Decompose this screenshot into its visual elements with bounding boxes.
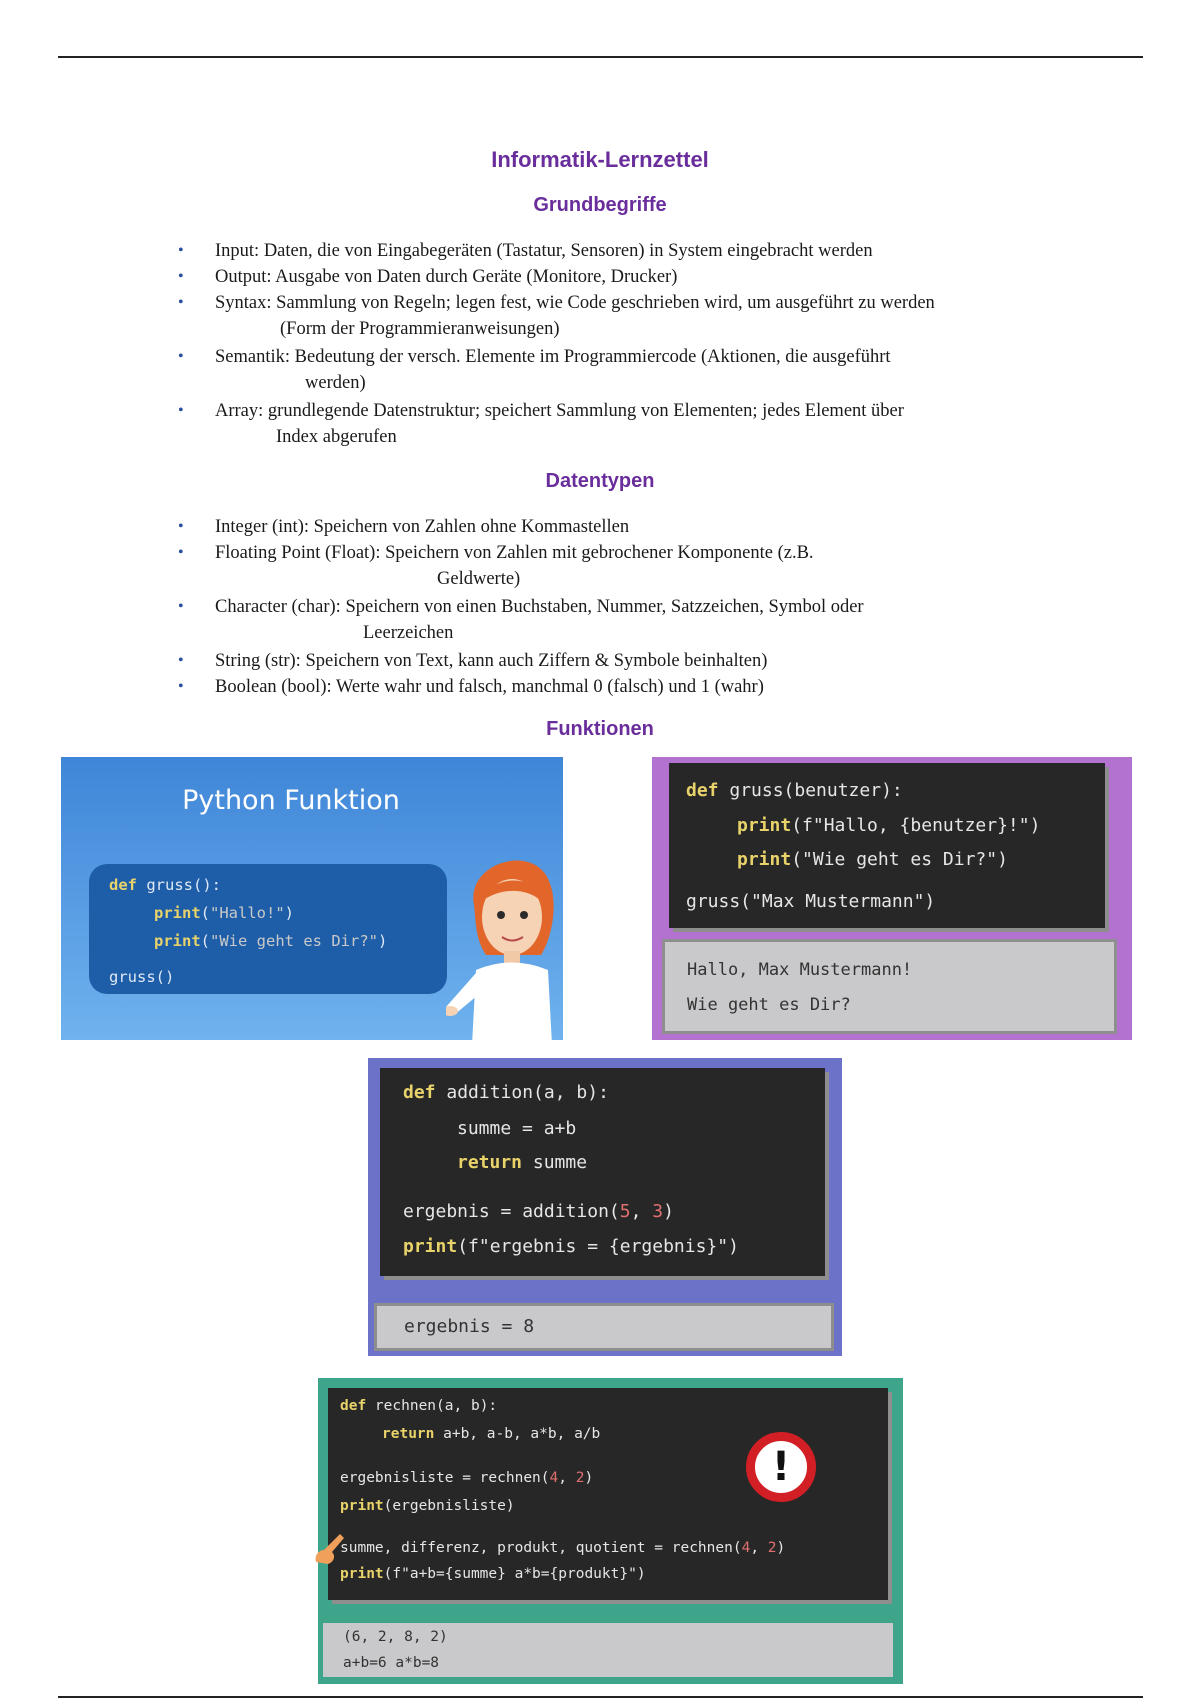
addition-image (368, 1058, 842, 1356)
list-item: • Input: Daten, die von Eingabegeräten (Tastatur, Sensoren) in System eingebracht werden (178, 238, 1078, 264)
teacher-illustration-icon (446, 845, 563, 1040)
gruss-benutzer-code: def gruss(benutzer): print(f"Hallo, {benutzer}!") print("Wie geht es Dir?") gruss("Max Mustermann") (669, 763, 1105, 928)
rechnen-output: (6, 2, 8, 2) a+b=6 a*b=8 (320, 1620, 896, 1680)
grundbegriffe-list (178, 238, 1078, 450)
list-item: • Boolean (bool): Werte wahr und falsch, manchmal 0 (falsch) und 1 (wahr) (178, 674, 1078, 700)
pointing-hand-icon (310, 1528, 350, 1568)
page-title: Informatik-Lernzettel (491, 147, 709, 172)
rechnen-image (318, 1378, 903, 1684)
python-funktion-code: def gruss(): print("Hallo!") print("Wie geht es Dir?") gruss() (89, 864, 447, 994)
list-item: • Output: Ausgabe von Daten durch Geräte (Monitore, Drucker) (178, 264, 1078, 290)
section-title-datentypen: Datentypen (545, 470, 655, 492)
gruss-benutzer-output: Hallo, Max Mustermann! Wie geht es Dir? (662, 939, 1117, 1034)
addition-code: def addition(a, b): summe = a+b return summe ergebnis = addition(5, 3) print(f"ergebnis = {ergebnis}") (380, 1068, 825, 1276)
gruss-benutzer-image (652, 757, 1132, 1040)
list-item: • String (str): Speichern von Text, kann auch Ziffern & Symbole beinhalten) (178, 648, 1078, 674)
list-item: • Floating Point (Float): Speichern von Zahlen mit gebrochener Komponente (z.B. Geldwerte) (178, 540, 1078, 592)
top-rule (58, 56, 1143, 58)
list-item: • Array: grundlegende Datenstruktur; speichert Sammlung von Elementen; jedes Element über Index abgerufen (178, 398, 1078, 450)
addition-output: ergebnis = 8 (374, 1303, 834, 1351)
section-title-funktionen: Funktionen (546, 718, 654, 740)
bottom-rule (58, 1696, 1143, 1698)
warning-icon: ! (746, 1432, 816, 1502)
rechnen-code: def rechnen(a, b): return a+b, a-b, a*b, a/b ergebnisliste = rechnen(4, 2) print(ergebnisliste) summe, differenz, produkt, quotient = rechnen(4, 2) print(f"a+b={summe} a*b={produkt}") ! (328, 1388, 888, 1600)
datentypen-list (178, 514, 1078, 700)
python-funktion-title: Python Funktion (182, 785, 400, 816)
section-title-grundbegriffe: Grundbegriffe (533, 194, 667, 216)
list-item: • Syntax: Sammlung von Regeln; legen fest, wie Code geschrieben wird, um ausgeführt zu werden (Form der Programmieranweisungen) (178, 290, 1078, 342)
list-item: • Integer (int): Speichern von Zahlen ohne Kommastellen (178, 514, 1078, 540)
list-item: • Character (char): Speichern von einen Buchstaben, Nummer, Satzzeichen, Symbol oder Leerzeichen (178, 594, 1078, 646)
list-item: • Semantik: Bedeutung der versch. Elemente im Programmiercode (Aktionen, die ausgeführt werden) (178, 344, 1078, 396)
python-funktion-image (61, 757, 563, 1040)
